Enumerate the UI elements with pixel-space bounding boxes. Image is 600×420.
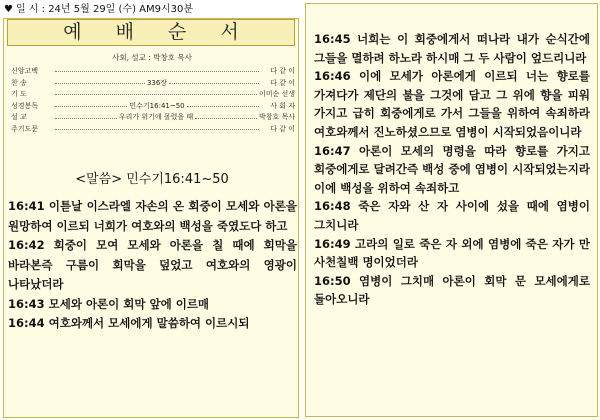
dot-leader [55,106,127,107]
order-of-service-panel [3,18,299,418]
order-item: 우리가 위기에 몰렸을 때 [118,113,194,122]
scripture-right-panel [305,3,598,417]
order-leader: 다 같 이 [270,78,295,87]
order-label: 주기도문 [11,124,39,133]
verse-16-43: 16:43 모세와 아론이 회막 앞에 이르매 [8,296,210,311]
order-item: 336장 [146,78,168,87]
order-leader: 다 같 이 [270,67,295,75]
dot-leader [187,106,259,107]
verse-16-42: 16:42 회중이 모여 모세와 아론을 칠 때에 회막을 바라본즉 구름이 회막을 덮었고 여호와의 영광이 나타났더라 [8,238,297,291]
dot-leader [55,118,117,119]
bulletin-title: 예 배 순 서 [7,19,295,46]
dot-leader [195,118,257,119]
order-label: 기 도 [11,90,27,99]
order-row-sermon [11,112,295,124]
order-label: 신앙고백 [11,67,39,75]
order-leader: 이미순 선생 [258,90,295,99]
dot-leader [55,71,259,72]
verse-16-48: 16:48 죽은 자와 산 자 사이에 섰을 때에 염병이 그치니라 [314,199,590,232]
heart-icon: ♥ [4,4,13,15]
order-leader: 박창호 목사 [258,113,295,122]
scripture-left-column [8,197,297,334]
verse-16-45: 16:45 너희는 이 회중에게서 떠나라 내가 순식간에 그들을 멸하려 하노라 하시매 그 두 사람이 엎드리니라 [314,32,590,65]
order-list [11,66,295,136]
verse-16-46: 16:46 이에 모세가 아론에게 이르되 너는 향로를 가져다가 제단의 불을 그것에 담고 그 위에 향을 피워 가지고 급히 회중에게로 가서 그들을 위하여 속죄하라 여호와께서 진노하셨으므로 염병이 시작되었음이니라 [314,69,590,139]
verse-16-44: 16:44 여호와께서 모세에게 말씀하여 이르시되 [8,316,250,330]
officiant-line: 사회, 설교 : 박창호 목사 [112,53,192,62]
sermon-heading: <말씀> 민수기16:41~50 [75,172,229,187]
dot-leader [169,83,259,84]
verse-16-41: 16:41 이튿날 이스라엘 자손의 온 회중이 모세와 아론을 원망하여 이르되 너희가 여호와의 백성을 죽였도다 하고 [8,199,297,233]
order-label: 성경봉독 [11,101,39,110]
order-row-lords-prayer [11,124,295,136]
order-label: 찬 송 [11,78,27,87]
order-leader: 다 같 이 [270,124,295,133]
dot-leader [55,83,145,84]
verse-16-49: 16:49 고라의 일로 죽은 자 외에 염병에 죽은 자가 만 사천칠백 명이었더라 [314,236,590,270]
order-leader: 사 회 자 [270,101,295,110]
dot-leader [55,94,257,95]
order-item: 민수기16:41~50 [129,101,185,110]
verse-16-50: 16:50 염병이 그치매 아론이 회막 문 모세에게로 돌아오니라 [314,273,590,307]
service-date-line [4,3,193,17]
order-row-creed [11,66,295,78]
order-row-prayer [11,89,295,101]
service-date-text: 일 시 : 24년 5월 29일 (수) AM9시30분 [15,4,194,15]
order-label: 설 교 [11,113,27,122]
dot-leader [55,129,259,130]
verse-16-47: 16:47 아론이 모세의 명령을 따라 향로를 가지고 회중에게로 달려간즉 백성 중에 염병이 시작되었는지라 이에 백성을 위하여 속죄하고 [314,143,590,195]
order-row-hymn [11,78,295,90]
order-row-reading [11,101,295,113]
